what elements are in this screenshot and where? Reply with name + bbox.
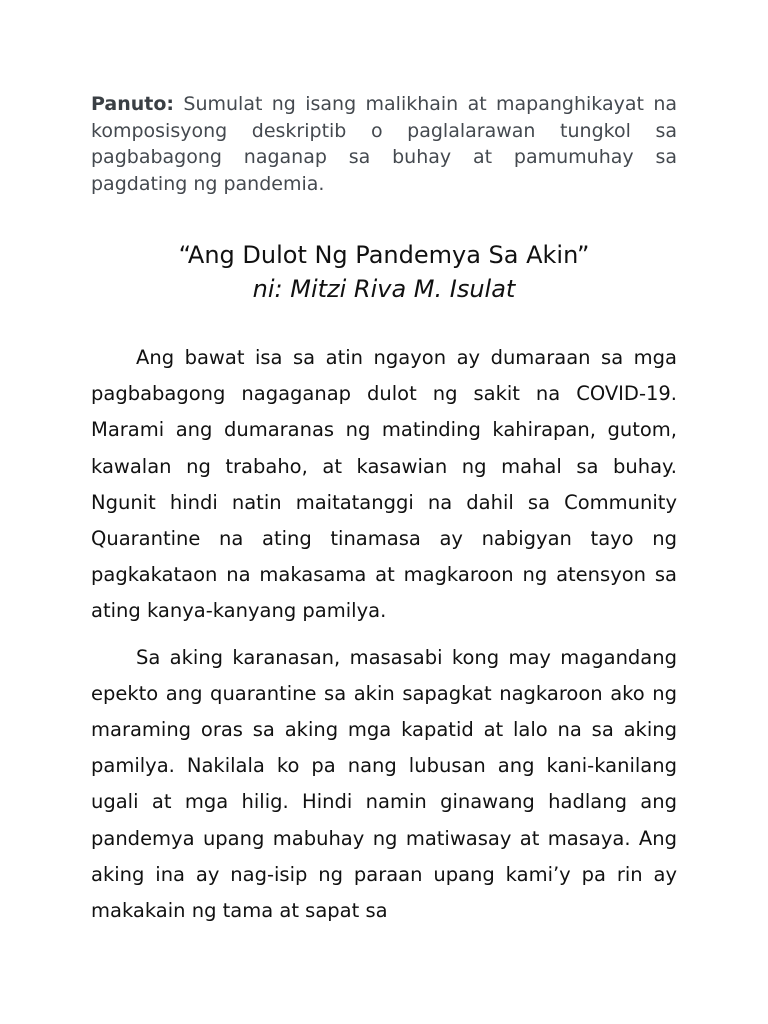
instruction-label: Panuto: [91, 93, 175, 115]
title-block [91, 238, 677, 306]
essay-title: “Ang Dulot Ng Pandemya Sa Akin” [178, 241, 590, 269]
document-page [91, 0, 677, 1024]
essay-paragraph-1: Ang bawat isa sa atin ngayon ay dumaraan sa mga pagbabagong nagaganap dulot ng sakit na COVID-19. Marami ang dumaranas ng matinding kahirapan, gutom, kawalan ng trabaho, at kasawian ng mahal sa buhay. Ngunit hindi natin maitatanggi na dahil sa Community Quarantine na ating tinamasa ay nabigyan tayo ng pagkakataon na makasama at magkaroon ng atensyon sa ating kanya-kanyang pamilya. [91, 346, 677, 623]
essay-body [91, 340, 677, 939]
essay-paragraph-2: Sa aking karanasan, masasabi kong may magandang epekto ang quarantine sa akin sapagkat nagkaroon ako ng maraming oras sa aking mga kapatid at lalo na sa aking pamilya. Nakilala ko pa nang lubusan ang kani-kanilang ugali at mga hilig. Hindi namin ginawang hadlang ang pandemya upang mabuhay ng matiwasay at masaya. Ang aking ina ay nag-isip ng paraan upang kami’y pa rin ay makakain ng tama at sapat sa [91, 645, 677, 923]
instruction-paragraph [91, 91, 677, 197]
essay-author: ni: Mitzi Riva M. Isulat [252, 275, 516, 303]
instruction-text: Sumulat ng isang malikhain at mapanghikayat na komposisyong deskriptib o paglalarawan tungkol sa pagbabagong naganap sa buhay at pamumuhay sa pagdating ng pandemia. [91, 93, 677, 195]
